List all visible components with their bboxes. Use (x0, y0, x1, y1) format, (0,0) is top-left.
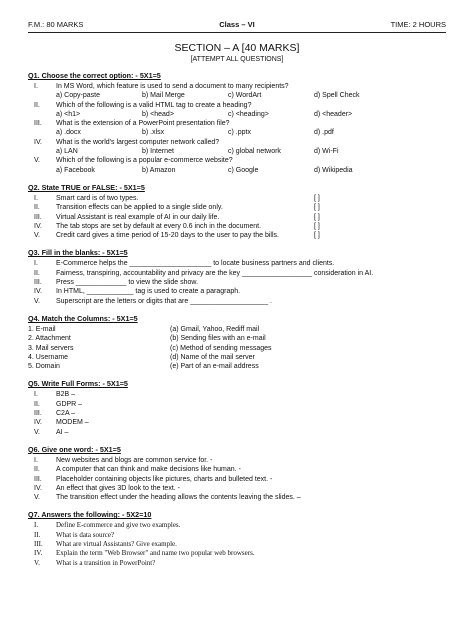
option-d: d) <header> (314, 110, 353, 118)
question-text: What are virtual Assistants? Give example. (56, 539, 177, 548)
statement-row (28, 231, 446, 240)
question-number: I. (34, 260, 38, 268)
question-text: Explain the term "Web Browser" and name two popular web browsers. (56, 549, 255, 558)
option-b: b) Internet (142, 148, 174, 156)
statement-row (28, 194, 446, 203)
question-number: I. (34, 83, 38, 90)
question-row (28, 475, 446, 484)
question-text: An effect that gives 3D look to the text. - (56, 484, 180, 492)
exam-header (28, 18, 446, 33)
option-b: b) Mail Merge (142, 92, 185, 100)
question-number: II. (34, 530, 41, 539)
question-number: V. (34, 428, 40, 436)
answer-bracket: [ ] (314, 204, 320, 212)
question-number: V. (34, 232, 40, 240)
question-row (28, 418, 446, 427)
question-number: III. (34, 539, 43, 548)
question-number: IV. (34, 222, 42, 230)
question-number: III. (34, 279, 42, 287)
question-number: II. (34, 101, 40, 109)
question-text: Define E-commerce and give two examples. (56, 521, 181, 530)
question-text: In MS Word, which feature is used to send a document to many recipients? (56, 83, 289, 90)
question-number: IV. (34, 419, 42, 427)
q5-heading: Q5. Write Full Forms: - 5X1=5 (28, 379, 128, 389)
question-number: II. (34, 269, 40, 277)
question-row (28, 465, 446, 474)
question-text: A computer that can think and make decisions like human. - (56, 466, 241, 474)
question-text: GDPR – (56, 400, 83, 408)
question-row (28, 297, 446, 306)
question-number: I. (34, 456, 38, 464)
question-row (28, 559, 446, 568)
q1-heading: Q1. Choose the correct option: - 5X1=5 (28, 71, 161, 80)
answer-bracket: [ ] (314, 213, 320, 221)
statement-row (28, 222, 446, 231)
question-number: II. (34, 400, 40, 408)
q3-block (28, 259, 446, 305)
section-title: SECTION – A [40 MARKS] (174, 42, 300, 54)
question-text: In HTML, ____________ tag is used to create a paragraph. (56, 288, 241, 296)
time-label: TIME: 2 HOURS (390, 20, 446, 29)
match-row (28, 362, 446, 371)
question-number: IV. (34, 549, 43, 558)
question-text: AI – (56, 428, 69, 436)
full-marks: F.M.: 80 MARKS (28, 20, 84, 29)
option-d: d) Spell Check (314, 92, 360, 100)
question-text: What is the world's largest computer network called? (56, 138, 220, 146)
question-row (28, 390, 446, 399)
question-row (28, 456, 446, 465)
option-b: b) Amazon (142, 166, 176, 174)
answer-bracket: [ ] (314, 222, 320, 230)
option-b: b) .xlsx (142, 129, 165, 137)
statement-row (28, 213, 446, 222)
question-text: Press _____________ to view the slide show. (56, 279, 199, 287)
question-number: V. (34, 157, 40, 165)
match-left: 4. Username (28, 353, 69, 361)
question-number: III. (34, 475, 42, 483)
question-text: C2A – (56, 410, 76, 418)
options-row (28, 166, 446, 175)
statement-text: Smart card is of two types. (56, 194, 139, 202)
question-row (28, 287, 446, 296)
question-text: Which of the following is a valid HTML tag to create a heading? (56, 101, 252, 109)
question-row (28, 269, 446, 278)
question-row (28, 428, 446, 437)
statement-text: The tab stops are set by default at every 0.6 inch in the document. (56, 222, 262, 230)
question-number: III. (34, 410, 42, 418)
question-number: IV. (34, 288, 42, 296)
question-number: I. (34, 194, 38, 202)
question-text: Placeholder containing objects like pictures, charts and bulleted text. - (56, 475, 273, 483)
question-number: II. (34, 204, 40, 212)
answer-bracket: [ ] (314, 194, 320, 202)
question-row (28, 119, 446, 128)
match-row (28, 325, 446, 334)
question-number: III. (34, 213, 42, 221)
match-left: 1. E-mail (28, 325, 56, 333)
option-d: d) .pdf (314, 129, 334, 137)
q1-block (28, 82, 446, 175)
question-number: V. (34, 558, 40, 567)
option-c: c) Google (228, 166, 259, 174)
option-d: d) Wikipedia (314, 166, 353, 174)
match-right: (e) Part of an e-mail address (170, 363, 259, 371)
match-left: 2. Attachment (28, 335, 71, 343)
question-row (28, 400, 446, 409)
question-row (28, 259, 446, 268)
statement-text: Credit card gives a time period of 15-20 days to the user to pay the bills. (56, 232, 279, 240)
q6-block (28, 456, 446, 502)
question-text: E-Commerce helps the _____________________ to locate business partners and clients. (56, 260, 335, 268)
match-right: (a) Gmail, Yahoo, Rediff mail (170, 325, 260, 333)
question-text: B2B – (56, 391, 76, 399)
question-row (28, 409, 446, 418)
question-number: II. (34, 466, 40, 474)
question-text: The transition effect under the heading allows the contents leaving the slides. – (56, 494, 301, 502)
question-row (28, 531, 446, 540)
options-row (28, 147, 446, 156)
q7-block (28, 521, 446, 567)
statement-text: Transition effects can be applied to a single slide only. (56, 204, 223, 212)
option-a: a) Copy-paste (56, 92, 100, 100)
statement-row (28, 203, 446, 212)
question-number: III. (34, 120, 42, 128)
statement-text: Virtual Assistant is real example of AI in our daily life. (56, 213, 220, 221)
option-b: b) <head> (142, 110, 174, 118)
match-row (28, 334, 446, 343)
question-text: MODEM – (56, 419, 89, 427)
question-number: V. (34, 297, 40, 305)
question-row (28, 138, 446, 147)
question-text: New websites and blogs are common service for. - (56, 456, 213, 464)
option-d: d) Wi-Fi (314, 148, 339, 156)
question-text: What is data source? (56, 530, 115, 539)
match-left: 5. Domain (28, 363, 60, 371)
options-row (28, 91, 446, 100)
q6-heading: Q6. Give one word: - 5X1=5 (28, 444, 121, 454)
question-row (28, 484, 446, 493)
q3-heading: Q3. Fill in the blanks: - 5X1=5 (28, 248, 128, 258)
match-right: (d) Name of the mail server (170, 353, 255, 361)
answer-bracket: [ ] (314, 232, 320, 240)
question-number: IV. (34, 138, 42, 146)
match-right: (b) Sending files with an e-mail (170, 335, 266, 343)
match-row (28, 353, 446, 362)
question-text: What is the extension of a PowerPoint presentation file? (56, 120, 230, 128)
question-row (28, 493, 446, 502)
section-subtitle: [ATTEMPT ALL QUESTIONS] (190, 56, 284, 63)
question-number: IV. (34, 484, 42, 492)
option-a: a) LAN (56, 148, 78, 156)
q2-heading: Q2. State TRUE or FALSE: - 5X1=5 (28, 182, 145, 192)
option-a: a) .docx (56, 129, 81, 137)
match-row (28, 344, 446, 353)
question-row (28, 549, 446, 558)
q7-heading: Q7. Answers the following: - 5X2=10 (28, 510, 152, 520)
question-text: Superscript are the letters or digits that are ____________________ . (56, 297, 272, 305)
question-row (28, 540, 446, 549)
question-row (28, 521, 446, 530)
option-c: c) WordArt (228, 92, 262, 100)
options-row (28, 128, 446, 137)
question-row (28, 101, 446, 110)
class-label: Class – VI (219, 20, 255, 29)
question-number: I. (34, 391, 38, 399)
q2-block (28, 194, 446, 240)
option-c: c) .pptx (228, 129, 251, 137)
question-row (28, 156, 446, 165)
option-c: c) <heading> (228, 110, 269, 118)
question-row (28, 82, 446, 91)
option-a: a) <h1> (56, 110, 81, 118)
question-text: What is a transition in PowerPoint? (56, 558, 156, 567)
question-number: I. (34, 521, 39, 530)
question-number: V. (34, 494, 40, 502)
q5-block (28, 390, 446, 436)
match-left: 3. Mail servers (28, 344, 74, 352)
options-row (28, 110, 446, 119)
option-a: a) Facebook (56, 166, 95, 174)
q4-heading: Q4. Match the Columns: - 5X1=5 (28, 313, 138, 323)
option-c: c) global network (228, 148, 281, 156)
question-text: Fairness, transpiring, accountability and privacy are the key __________________ consideration in AI. (56, 269, 374, 277)
question-text: Which of the following is a popular e-commerce website? (56, 157, 233, 165)
question-row (28, 278, 446, 287)
match-right: (c) Method of sending messages (170, 344, 272, 352)
q4-block (28, 325, 446, 371)
